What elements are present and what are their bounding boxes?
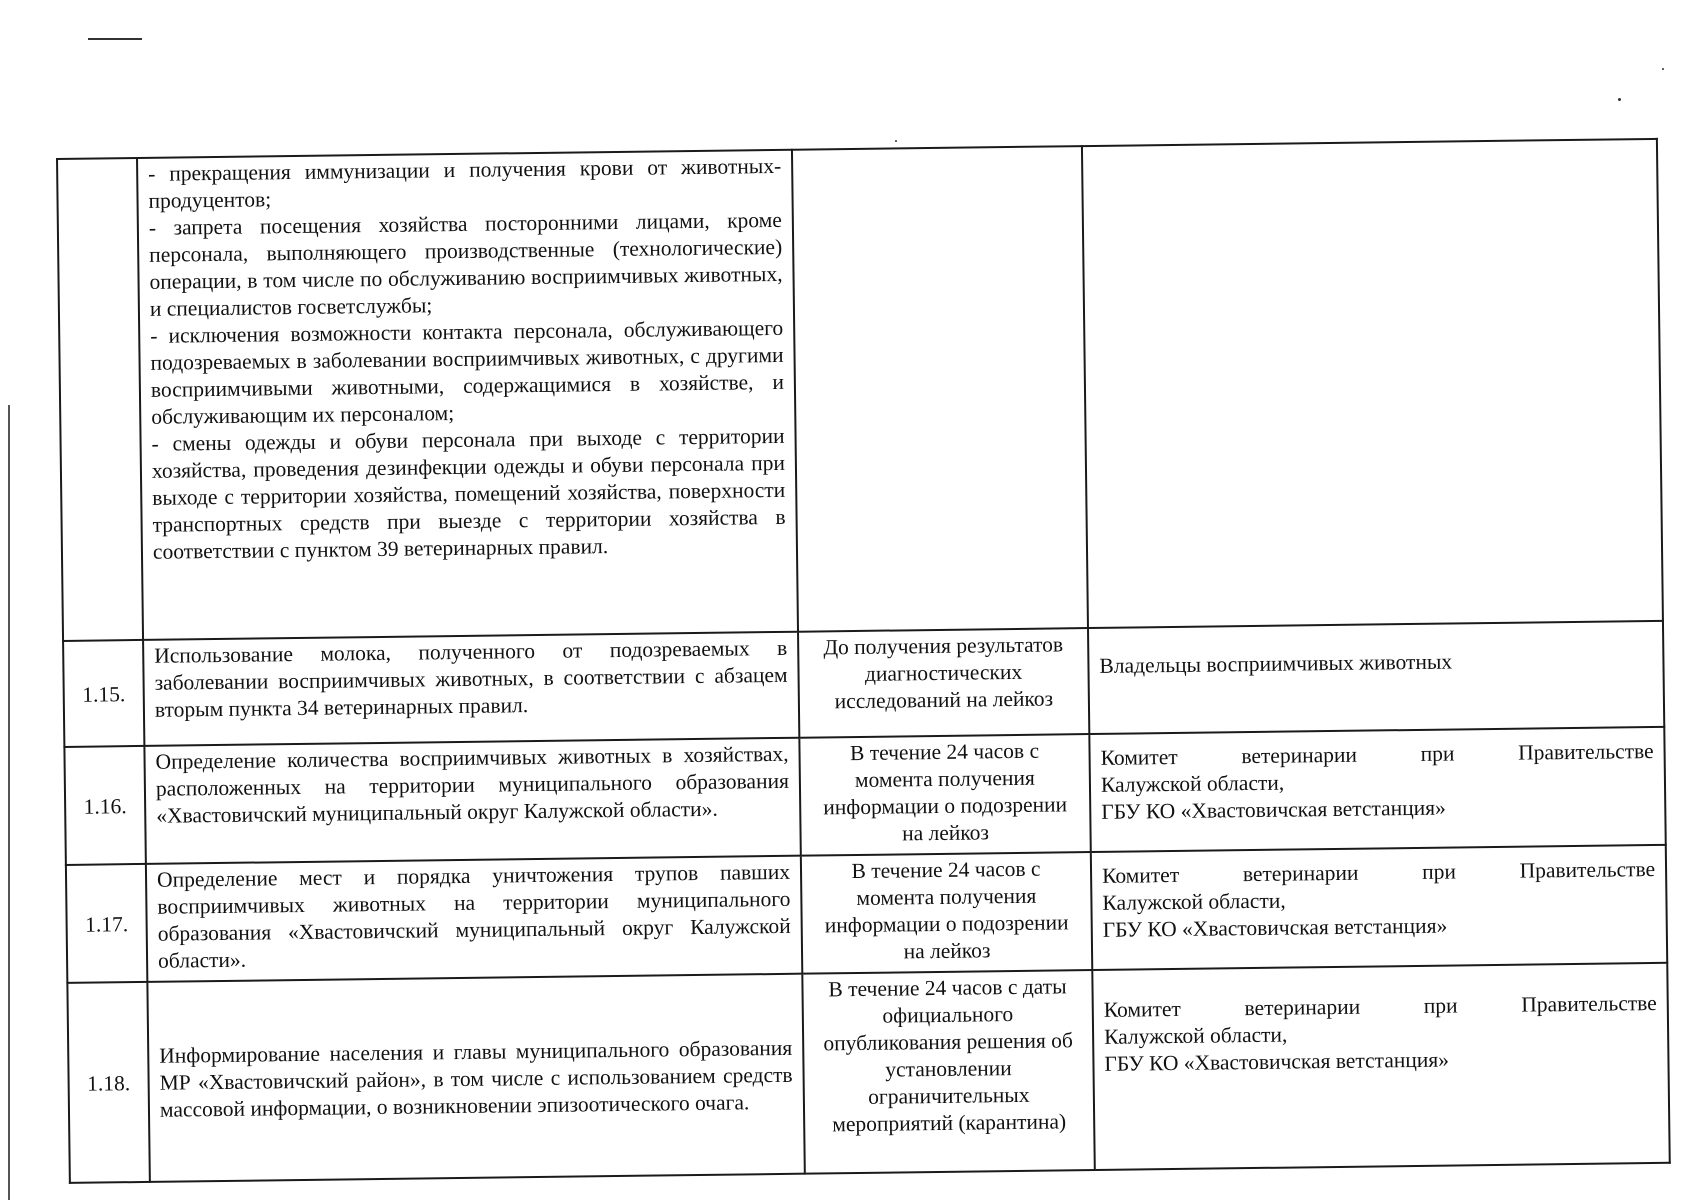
responsible-line: Владельцы восприимчивых животных: [1099, 649, 1453, 678]
responsible-line: Калужской области,: [1100, 770, 1285, 797]
row-number: [57, 158, 143, 641]
action-cell: Определение количества восприимчивых животных в хозяйствах, расположенных на территории муниципального образования «Хвастовичский муниципальный округ Калужской области».: [144, 738, 800, 864]
measures-table: [56, 138, 1671, 1184]
scan-artifact-line: [88, 38, 142, 40]
term-cell: В течение 24 часов с момента получения информации о подозрении на лейкоз: [801, 852, 1092, 974]
action-item: - исключения возможности контакта персонала, обслуживающего подозреваемых в заболевании восприимчивых животных, с другими восприимчивыми животными, содержащимися в хозяйстве, и обслуживающим их персоналом;: [150, 315, 785, 429]
responsible-cell: [1088, 621, 1664, 734]
responsible-line: [1093, 142, 1646, 149]
document-page: [56, 138, 1669, 1184]
table-row: [63, 621, 1664, 747]
term-cell: [792, 146, 1088, 632]
scan-artifact-dot: [1662, 68, 1664, 70]
row-number: 1.18.: [67, 982, 150, 1183]
term-cell: В течение 24 часов с момента получения информации о подозрении на лейкоз: [799, 734, 1090, 856]
responsible-line: Калужской области,: [1102, 888, 1286, 915]
responsible-line: Комитет ветеринарии при Правительстве: [1103, 990, 1657, 1022]
action-cell: Информирование населения и главы муниципального образования МР «Хвастовичский район», в том числе с использованием средств массовой информации, о возникновении эпизоотического очага.: [147, 974, 804, 1182]
action-cell: Определение мест и порядка уничтожения трупов павших восприимчивых животных на территории муниципального образования «Хвастовичский муниципальный округ Калужской области».: [146, 856, 802, 982]
table-row: [57, 139, 1663, 641]
scan-artifact-dot: [895, 140, 897, 142]
responsible-cell: [1091, 845, 1667, 970]
responsible-line: ГБУ КО «Хвастовичская ветстанция»: [1102, 913, 1448, 942]
responsible-line: Комитет ветеринарии при Правительстве: [1101, 856, 1656, 888]
table-row: [67, 963, 1669, 1183]
responsible-line: Калужской области,: [1103, 1022, 1288, 1049]
action-cell: [137, 150, 798, 640]
responsible-cell: [1089, 727, 1665, 852]
action-item: - смены одежды и обуви персонала при выходе с территории хозяйства, проведения дезинфекции одежды и обуви персонала при выходе с территории хозяйства, помещений хозяйства, поверхности транспортных средств при выезде с территории хозяйства в соответствии с пунктом 39 ветеринарных правил.: [151, 423, 786, 564]
table-row: [66, 845, 1667, 983]
action-item: - запрета посещения хозяйства посторонними лицами, кроме персонала, выполняющего производственные (технологические) операции, в том числе по обслуживанию восприимчивых животных, и специалистов госветслужбы;: [148, 207, 783, 321]
responsible-cell: [1082, 139, 1663, 628]
scan-artifact-edge: [8, 405, 10, 1200]
responsible-line: ГБУ КО «Хвастовичская ветстанция»: [1101, 795, 1446, 824]
table-row: [64, 727, 1665, 865]
action-cell: Использование молока, полученного от подозреваемых в заболевании восприимчивых животных, в соответствии с абзацем вторым пункта 34 ветеринарных правил.: [143, 632, 799, 746]
responsible-line: ГБУ КО «Хвастовичская ветстанция»: [1104, 1047, 1450, 1076]
action-item: - прекращения иммунизации и получения крови от животных-продуцентов;: [148, 153, 782, 213]
term-cell: В течение 24 часов с даты официального опубликования решения об установлении ограничительных мероприятий (карантина): [802, 970, 1094, 1174]
row-number: 1.15.: [63, 640, 144, 747]
row-number: 1.16.: [64, 746, 145, 865]
term-cell: До получения результатов диагностических исследований на лейкоз: [798, 628, 1089, 738]
responsible-line: Комитет ветеринарии при Правительстве: [1100, 738, 1654, 770]
row-number: 1.17.: [66, 864, 147, 983]
scan-artifact-dot: [1618, 98, 1621, 101]
responsible-cell: [1092, 963, 1669, 1170]
